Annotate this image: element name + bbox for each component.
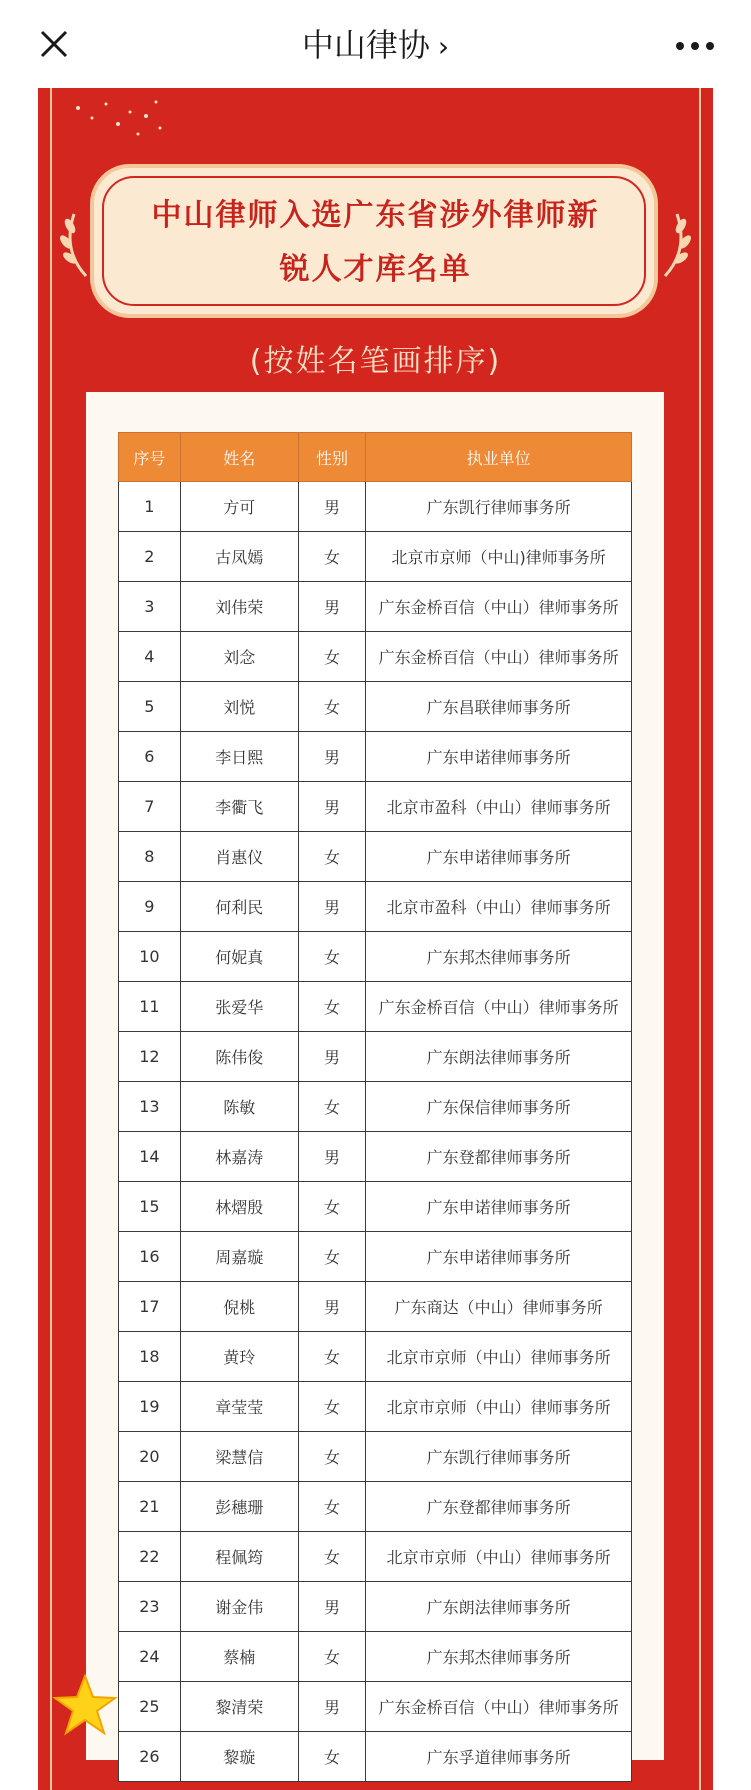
cell-number: 1 xyxy=(119,482,181,532)
table-row xyxy=(119,1682,632,1732)
cell-firm: 广东商达（中山）律师事务所 xyxy=(366,1282,632,1332)
more-button[interactable] xyxy=(669,28,721,64)
cell-name: 倪桃 xyxy=(180,1282,298,1332)
cell-firm: 广东申诺律师事务所 xyxy=(366,1182,632,1232)
table-row xyxy=(119,1182,632,1232)
cell-gender: 女 xyxy=(298,1632,365,1682)
title-plate xyxy=(90,164,658,318)
cell-name: 刘悦 xyxy=(180,682,298,732)
cell-number: 16 xyxy=(119,1232,181,1282)
table-row xyxy=(119,1032,632,1082)
table-row xyxy=(119,1482,632,1532)
cell-gender: 女 xyxy=(298,1432,365,1482)
cell-firm: 广东申诺律师事务所 xyxy=(366,732,632,782)
cell-firm: 北京市盈科（中山）律师事务所 xyxy=(366,782,632,832)
cell-name: 何妮真 xyxy=(180,932,298,982)
cell-gender: 女 xyxy=(298,1232,365,1282)
cell-name: 李衢飞 xyxy=(180,782,298,832)
cell-name: 梁慧信 xyxy=(180,1432,298,1482)
cell-name: 周嘉璇 xyxy=(180,1232,298,1282)
cell-number: 14 xyxy=(119,1132,181,1182)
table-row xyxy=(119,1382,632,1432)
cell-gender: 男 xyxy=(298,732,365,782)
star-decoration-icon xyxy=(50,1670,120,1740)
table-row xyxy=(119,482,632,532)
cell-number: 22 xyxy=(119,1532,181,1582)
cell-name: 黎璇 xyxy=(180,1732,298,1782)
table-row xyxy=(119,732,632,782)
cell-number: 6 xyxy=(119,732,181,782)
cell-gender: 女 xyxy=(298,532,365,582)
cell-firm: 广东邦杰律师事务所 xyxy=(366,932,632,982)
table-row xyxy=(119,1532,632,1582)
cell-name: 何利民 xyxy=(180,882,298,932)
cell-name: 李日熙 xyxy=(180,732,298,782)
cell-number: 18 xyxy=(119,1332,181,1382)
cell-number: 4 xyxy=(119,632,181,682)
header-number: 序号 xyxy=(119,433,181,482)
cell-gender: 女 xyxy=(298,1332,365,1382)
cell-firm: 北京市京师（中山)律师事务所 xyxy=(366,532,632,582)
cell-name: 蔡楠 xyxy=(180,1632,298,1682)
cell-gender: 女 xyxy=(298,1182,365,1232)
table-row xyxy=(119,782,632,832)
cell-firm: 广东金桥百信（中山）律师事务所 xyxy=(366,1682,632,1732)
cell-number: 23 xyxy=(119,1582,181,1632)
account-title: 中山律协 xyxy=(301,26,430,64)
cell-firm: 北京市京师（中山）律师事务所 xyxy=(366,1532,632,1582)
header-firm: 执业单位 xyxy=(366,433,632,482)
cell-number: 24 xyxy=(119,1632,181,1682)
cell-number: 2 xyxy=(119,532,181,582)
cell-number: 21 xyxy=(119,1482,181,1532)
more-icon xyxy=(675,41,715,51)
table-row xyxy=(119,1232,632,1282)
roster-card xyxy=(86,392,664,1767)
cell-firm: 广东金桥百信（中山）律师事务所 xyxy=(366,582,632,632)
cell-firm: 北京市盈科（中山）律师事务所 xyxy=(366,882,632,932)
cell-name: 程佩筠 xyxy=(180,1532,298,1582)
laurel-left-icon xyxy=(56,210,92,280)
table-row xyxy=(119,532,632,582)
chevron-right-icon: › xyxy=(437,30,450,63)
cell-number: 10 xyxy=(119,932,181,982)
cell-firm: 广东金桥百信（中山）律师事务所 xyxy=(366,632,632,682)
sparkle-decoration-icon xyxy=(58,94,208,164)
cell-gender: 男 xyxy=(298,1682,365,1732)
cell-gender: 女 xyxy=(298,932,365,982)
cell-firm: 广东登都律师事务所 xyxy=(366,1482,632,1532)
cell-number: 12 xyxy=(119,1032,181,1082)
cell-firm: 广东凯行律师事务所 xyxy=(366,482,632,532)
table-row xyxy=(119,1082,632,1132)
cell-gender: 男 xyxy=(298,1132,365,1182)
table-row xyxy=(119,1432,632,1482)
cell-gender: 女 xyxy=(298,982,365,1032)
cell-firm: 广东朗法律师事务所 xyxy=(366,1582,632,1632)
cell-name: 彭穗珊 xyxy=(180,1482,298,1532)
table-row xyxy=(119,1732,632,1782)
poster-title-line-2: 锐人才库名单 xyxy=(279,252,472,287)
cell-gender: 男 xyxy=(298,882,365,932)
cell-gender: 女 xyxy=(298,832,365,882)
poster-subtitle: (按姓名笔画排序) xyxy=(249,344,502,379)
cell-name: 陈伟俊 xyxy=(180,1032,298,1082)
cell-number: 13 xyxy=(119,1082,181,1132)
cell-firm: 广东昌联律师事务所 xyxy=(366,682,632,732)
cell-gender: 男 xyxy=(298,1582,365,1632)
table-row xyxy=(119,1582,632,1632)
cell-gender: 男 xyxy=(298,482,365,532)
cell-name: 张爱华 xyxy=(180,982,298,1032)
table-row xyxy=(119,1332,632,1382)
table-row xyxy=(119,1132,632,1182)
cell-gender: 女 xyxy=(298,632,365,682)
cell-firm: 广东申诺律师事务所 xyxy=(366,832,632,882)
cell-gender: 女 xyxy=(298,1382,365,1432)
top-navigation-bar xyxy=(0,0,751,88)
cell-name: 陈敏 xyxy=(180,1082,298,1132)
roster-table xyxy=(118,432,632,1782)
cell-name: 林嘉涛 xyxy=(180,1132,298,1182)
cell-number: 17 xyxy=(119,1282,181,1332)
cell-number: 11 xyxy=(119,982,181,1032)
table-row xyxy=(119,932,632,982)
table-row xyxy=(119,832,632,882)
cell-firm: 广东登都律师事务所 xyxy=(366,1132,632,1182)
cell-firm: 广东朗法律师事务所 xyxy=(366,1032,632,1082)
roster-table-body xyxy=(119,482,632,1782)
cell-firm: 广东保信律师事务所 xyxy=(366,1082,632,1132)
cell-gender: 男 xyxy=(298,582,365,632)
table-header-row xyxy=(119,433,632,482)
cell-number: 19 xyxy=(119,1382,181,1432)
cell-firm: 北京市京师（中山）律师事务所 xyxy=(366,1332,632,1382)
cell-name: 章莹莹 xyxy=(180,1382,298,1432)
cell-gender: 女 xyxy=(298,682,365,732)
header-name: 姓名 xyxy=(180,433,298,482)
table-row xyxy=(119,882,632,932)
cell-firm: 北京市京师（中山）律师事务所 xyxy=(366,1382,632,1432)
poster-title-line-1: 中山律师入选广东省涉外律师新 xyxy=(151,198,600,233)
cell-number: 25 xyxy=(119,1682,181,1732)
cell-name: 谢金伟 xyxy=(180,1582,298,1632)
table-row xyxy=(119,1282,632,1332)
cell-name: 林熠殷 xyxy=(180,1182,298,1232)
cell-name: 古凤嫣 xyxy=(180,532,298,582)
cell-name: 肖惠仪 xyxy=(180,832,298,882)
table-row xyxy=(119,582,632,632)
cell-gender: 男 xyxy=(298,1282,365,1332)
cell-firm: 广东孚道律师事务所 xyxy=(366,1732,632,1782)
cell-firm: 广东凯行律师事务所 xyxy=(366,1432,632,1482)
cell-name: 黎清荣 xyxy=(180,1682,298,1732)
cell-firm: 广东金桥百信（中山）律师事务所 xyxy=(366,982,632,1032)
cell-number: 8 xyxy=(119,832,181,882)
table-row xyxy=(119,682,632,732)
cell-name: 刘伟荣 xyxy=(180,582,298,632)
cell-name: 刘念 xyxy=(180,632,298,682)
cell-gender: 女 xyxy=(298,1082,365,1132)
cell-number: 7 xyxy=(119,782,181,832)
cell-gender: 男 xyxy=(298,1032,365,1082)
cell-name: 黄玲 xyxy=(180,1332,298,1382)
cell-gender: 女 xyxy=(298,1532,365,1582)
cell-name: 方可 xyxy=(180,482,298,532)
cell-number: 9 xyxy=(119,882,181,932)
cell-number: 26 xyxy=(119,1732,181,1782)
laurel-right-icon xyxy=(659,210,695,280)
table-row xyxy=(119,982,632,1032)
cell-number: 20 xyxy=(119,1432,181,1482)
account-title-link[interactable] xyxy=(0,24,751,68)
cell-number: 5 xyxy=(119,682,181,732)
cell-gender: 男 xyxy=(298,782,365,832)
table-row xyxy=(119,632,632,682)
header-gender: 性别 xyxy=(298,433,365,482)
cell-gender: 女 xyxy=(298,1732,365,1782)
cell-firm: 广东申诺律师事务所 xyxy=(366,1232,632,1282)
cell-firm: 广东邦杰律师事务所 xyxy=(366,1632,632,1682)
announcement-poster xyxy=(38,88,713,1790)
cell-number: 15 xyxy=(119,1182,181,1232)
cell-number: 3 xyxy=(119,582,181,632)
table-row xyxy=(119,1632,632,1682)
cell-gender: 女 xyxy=(298,1482,365,1532)
